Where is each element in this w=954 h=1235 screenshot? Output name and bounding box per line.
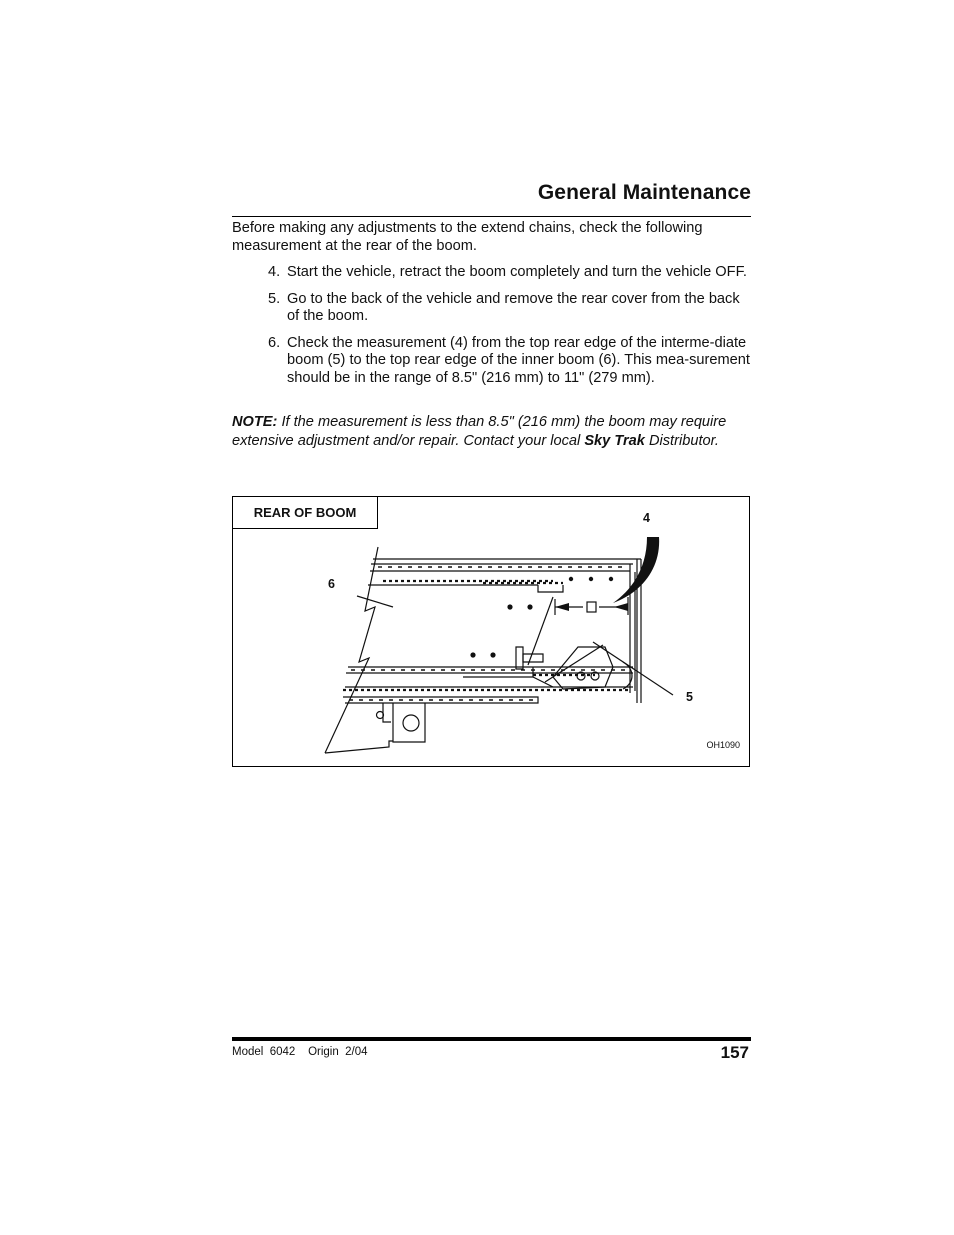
step-text: Go to the back of the vehicle and remove the rear cover from the back of the boom. xyxy=(287,290,740,324)
step-number: 6. xyxy=(268,334,281,351)
step-item xyxy=(232,264,754,282)
step-number: 5. xyxy=(268,290,281,307)
step-item xyxy=(232,335,754,388)
note-label: NOTE: xyxy=(232,414,278,430)
callout-5: 5 xyxy=(686,690,693,704)
step-number: 4. xyxy=(268,264,281,280)
figure-code: OH1090 xyxy=(706,740,740,750)
note-text-after: Distributor. xyxy=(644,433,719,449)
footer-model-info: Model 6042 Origin 2/04 xyxy=(232,1046,368,1058)
step-text: Start the vehicle, retract the boom completely and turn the vehicle OFF. xyxy=(287,264,747,280)
callout-6: 6 xyxy=(328,577,335,591)
footer-divider xyxy=(232,1037,751,1041)
callout-4: 4 xyxy=(643,511,650,525)
boom-figure xyxy=(232,496,750,767)
page-title: General Maintenance xyxy=(537,181,751,204)
page-number: 157 xyxy=(720,1043,749,1062)
note-brand: Sky Trak xyxy=(584,433,645,449)
step-text: Check the measurement (4) from the top rear edge of the interme-diate boom (5) to the top rear edge of the inner boom (6). This mea-surement should be in the range of 8.5" (216 mm) to 11" (279 mm). xyxy=(287,334,750,386)
note-text-before: If the measurement is less than 8.5" (216 mm) the boom may require extensive adjustment and/or repair. Contact your local xyxy=(232,414,727,449)
note-paragraph xyxy=(232,413,751,451)
title-divider xyxy=(232,216,751,217)
step-item xyxy=(232,291,754,326)
figure-label: REAR OF BOOM xyxy=(233,497,378,529)
intro-paragraph: Before making any adjustments to the extend chains, check the following measurement at the rear of the boom. xyxy=(232,220,703,254)
procedure-steps xyxy=(232,264,754,396)
boom-illustration xyxy=(233,497,749,766)
